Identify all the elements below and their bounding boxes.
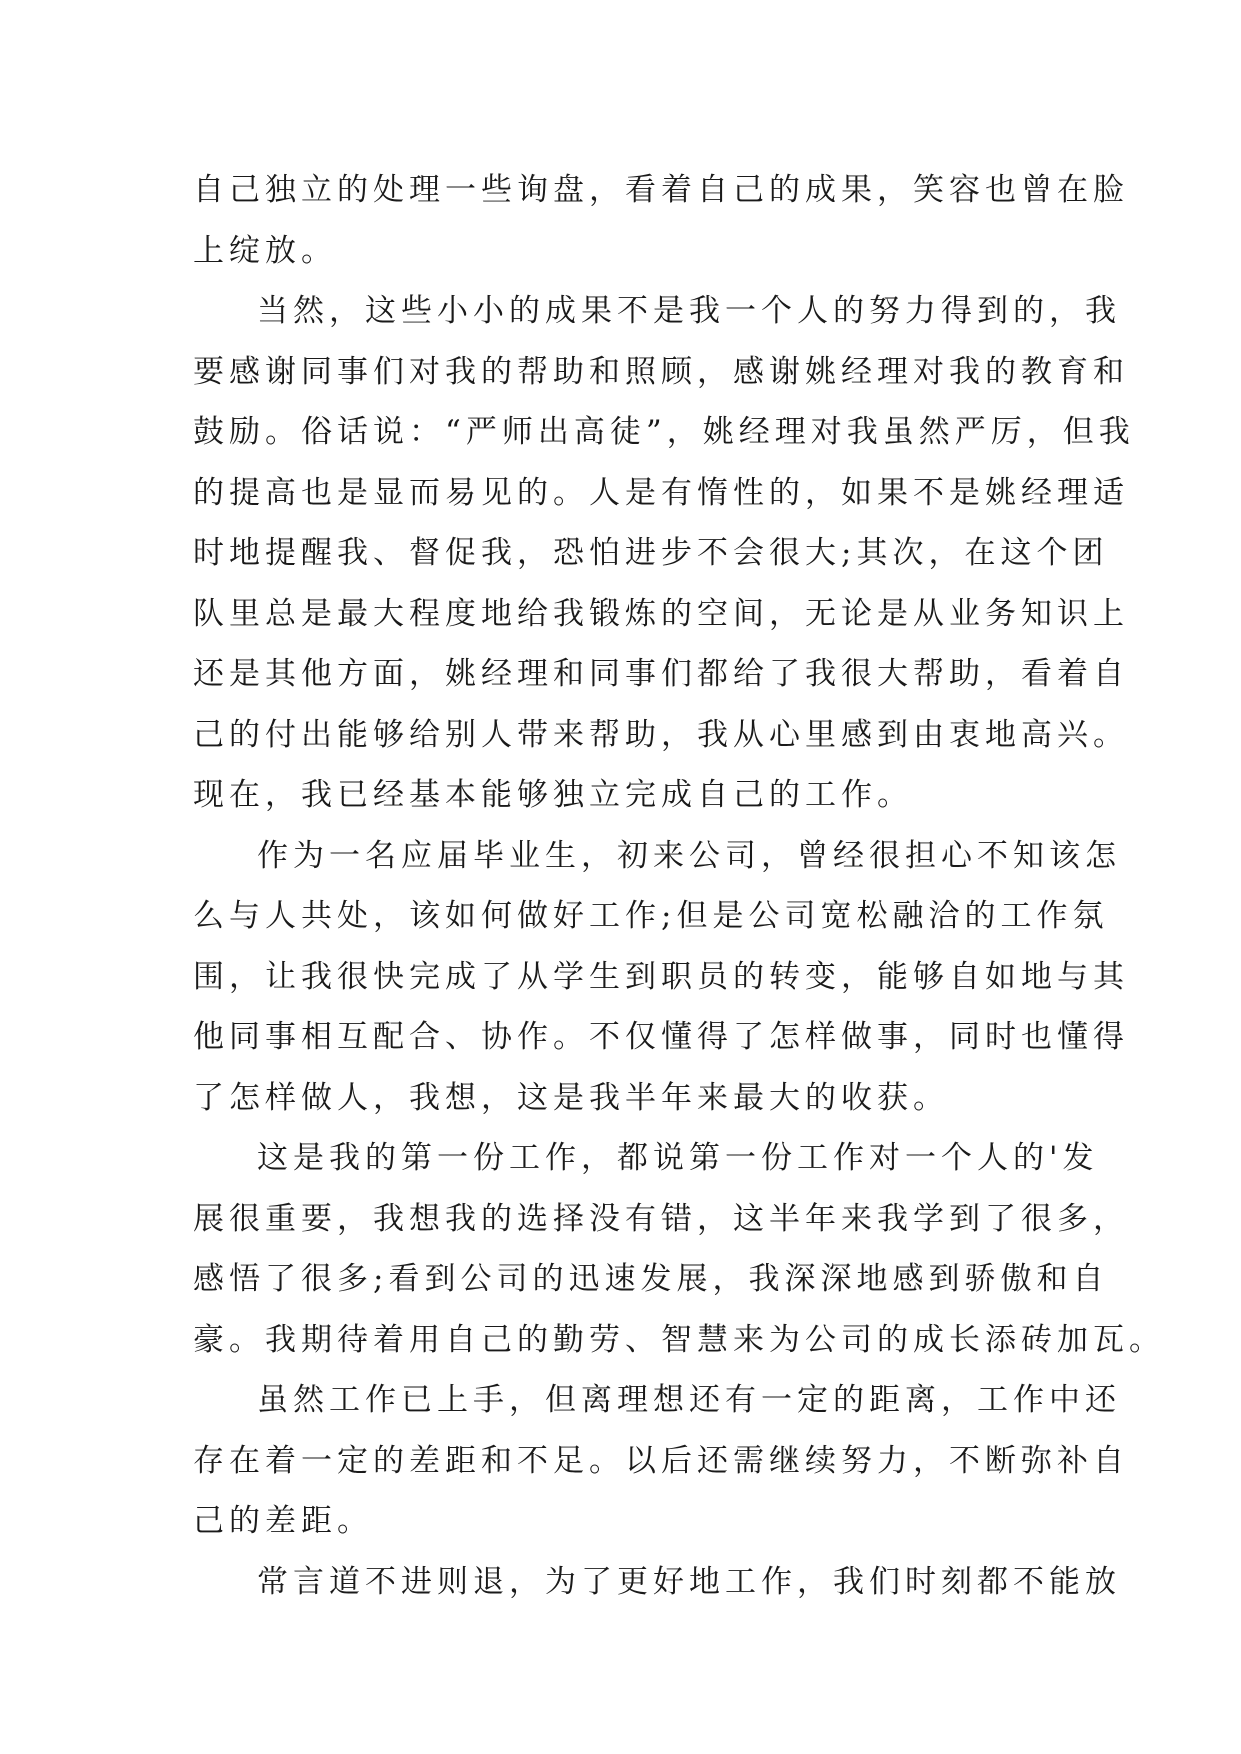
text-line: 上绽放。 bbox=[193, 232, 337, 269]
text-line: 存在着一定的差距和不足。以后还需继续努力，不断弥补自 bbox=[193, 1442, 1129, 1479]
text-line: 时地提醒我、督促我，恐怕进步不会很大;其次，在这个团 bbox=[193, 535, 1109, 571]
paragraph-first-line: 当然，这些小小的成果不是我一个人的努力得到的，我 bbox=[257, 293, 1121, 329]
text-line: 感悟了很多;看到公司的迅速发展，我深深地感到骄傲和自 bbox=[193, 1261, 1109, 1297]
text-line: 展很重要，我想我的选择没有错，这半年来我学到了很多， bbox=[193, 1200, 1129, 1237]
text-line: 鼓励。俗话说：“严师出高徒”，姚经理对我虽然严厉，但我 bbox=[193, 414, 1135, 450]
text-line: 了怎样做人，我想，这是我半年来最大的收获。 bbox=[193, 1079, 949, 1116]
paragraph-first-line: 这是我的第一份工作，都说第一份工作对一个人的'发 bbox=[257, 1140, 1099, 1176]
text-line: 豪。我期待着用自己的勤劳、智慧来为公司的成长添砖加瓦。 bbox=[193, 1321, 1165, 1358]
paragraph-first-line: 常言道不进则退，为了更好地工作，我们时刻都不能放 bbox=[257, 1563, 1121, 1600]
body-text bbox=[193, 160, 1165, 1612]
paragraph-first-line: 虽然工作已上手，但离理想还有一定的距离，工作中还 bbox=[257, 1382, 1121, 1418]
text-line: 队里总是最大程度地给我锻炼的空间，无论是从业务知识上 bbox=[193, 595, 1129, 632]
text-line: 己的差距。 bbox=[193, 1503, 373, 1539]
text-line: 己的付出能够给别人带来帮助，我从心里感到由衷地高兴。 bbox=[193, 716, 1129, 753]
text-line: 的提高也是显而易见的。人是有惰性的，如果不是姚经理适 bbox=[193, 474, 1129, 511]
text-line: 围，让我很快完成了从学生到职员的转变，能够自如地与其 bbox=[193, 958, 1129, 995]
text-line: 么与人共处，该如何做好工作;但是公司宽松融洽的工作氛 bbox=[193, 898, 1109, 934]
text-line: 自己独立的处理一些询盘，看着自己的成果，笑容也曾在脸 bbox=[193, 172, 1129, 208]
paragraph-first-line: 作为一名应届毕业生，初来公司，曾经很担心不知该怎 bbox=[257, 837, 1121, 874]
text-line: 要感谢同事们对我的帮助和照顾，感谢姚经理对我的教育和 bbox=[193, 353, 1129, 390]
text-line: 还是其他方面，姚经理和同事们都给了我很大帮助，看着自 bbox=[193, 656, 1129, 692]
text-line: 他同事相互配合、协作。不仅懂得了怎样做事，同时也懂得 bbox=[193, 1019, 1129, 1055]
text-line: 现在，我已经基本能够独立完成自己的工作。 bbox=[193, 777, 913, 813]
